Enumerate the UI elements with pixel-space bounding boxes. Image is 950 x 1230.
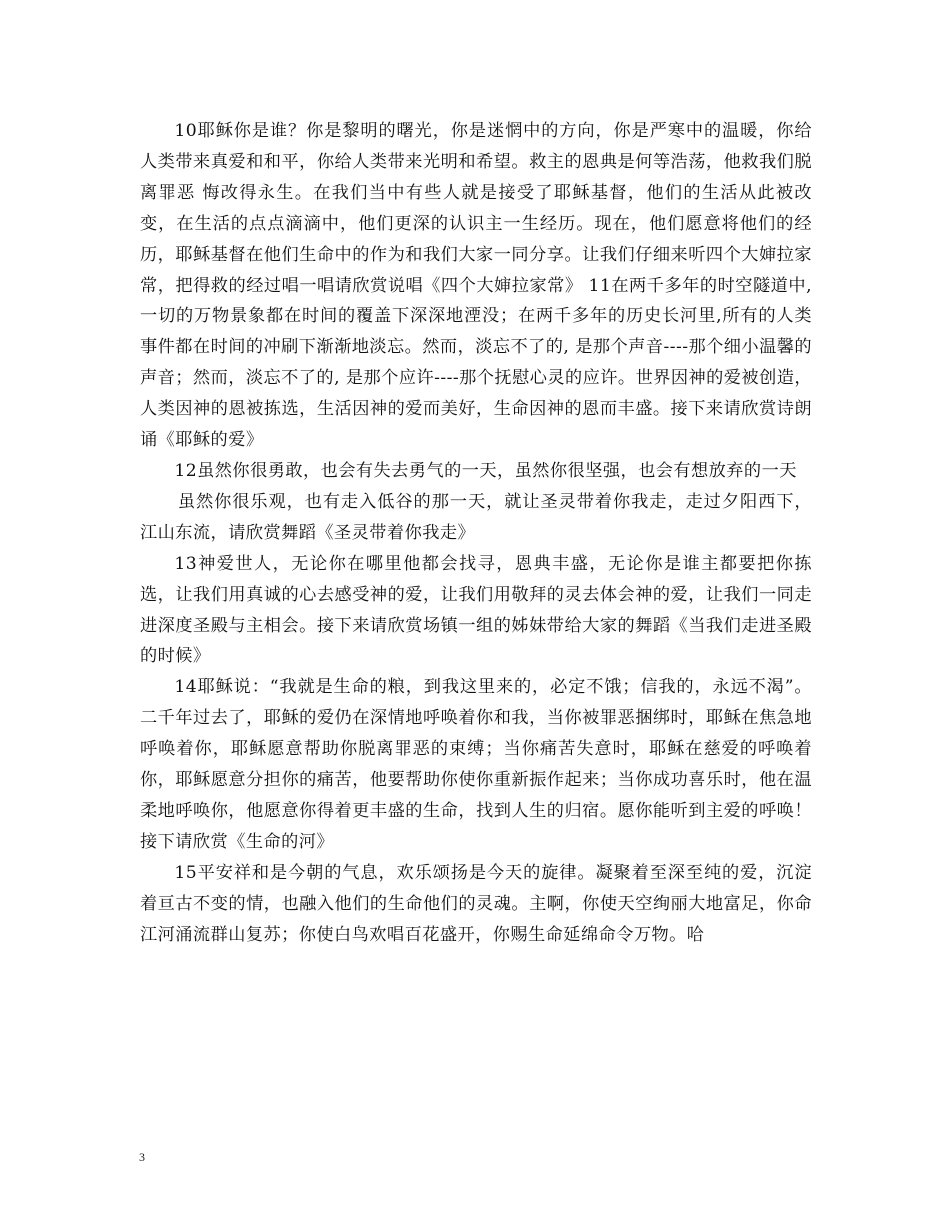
document-body [140, 116, 812, 950]
paragraph-15: 15平安祥和是今朝的气息，欢乐颂扬是今天的旋律。凝聚着至深至纯的爱，沉淀着亘古不变的情，也融入他们的生命他们的灵魂。主啊，你使天空绚丽大地富足，你命江河涌流群山复苏；你使白鸟欢唱百花盛开，你赐生命延绵命令万物。哈 [140, 862, 812, 945]
paragraph-13: 13神爱世人，无论你在哪里他都会找寻，恩典丰盛，无论你是谁主都要把你拣选，让我们用真诚的心去感受神的爱，让我们用敬拜的灵去体会神的爱，让我们一同走进深度圣殿与主相会。接下来请欣赏场镇一组的姊妹带给大家的舞蹈《当我们走进圣殿的时候》 [140, 553, 812, 667]
paragraph-12: 12虽然你很勇敢，也会有失去勇气的一天，虽然你很坚强，也会有想放弃的一天 [174, 460, 797, 481]
paragraph-12-continued: 虽然你很乐观，也有走入低谷的那一天，就让圣灵带着你我走，走过夕阳西下，江山东流，请欣赏舞蹈《圣灵带着你我走》 [140, 491, 812, 543]
paragraph-10-11: 10耶稣你是谁？你是黎明的曙光，你是迷惘中的方向，你是严寒中的温暖，你给人类带来真爱和和平，你给人类带来光明和希望。救主的恩典是何等浩荡，他救我们脱离罪恶 悔改得永生。在我们当中有些人就是接受了耶稣基督，他们的生活从此被改变，在生活的点点滴滴中，他们更深的认识主一生经历。现在，他们愿意将他们的经历，耶稣基督在他们生命中的作为和我们大家一同分享。让我们仔细来听四个大婶拉家常，把得救的经过唱一唱请欣赏说唱《四个大婶拉家常》 11在两千多年的时空隧道中,一切的万物景象都在时间的覆盖下深深地湮没；在两千多年的历史长河里,所有的人类事件都在时间的冲刷下渐渐地淡忘。然而，淡忘不了的, 是那个声音----那个细小温馨的声音；然而，淡忘不了的, 是那个应许----那个抚慰心灵的应许。世界因神的爱被创造，人类因神的恩被拣选，生活因神的爱而美好，生命因神的恩而丰盛。接下来请欣赏诗朗诵《耶稣的爱》 [140, 121, 812, 451]
paragraph-14: 14耶稣说：“我就是生命的粮，到我这里来的，必定不饿；信我的，永远不渴”。二千年过去了，耶稣的爱仍在深情地呼唤着你和我，当你被罪恶捆绑时，耶稣在焦急地呼唤着你，耶稣愿意帮助你脱离罪恶的束缚；当你痛苦失意时，耶稣在慈爱的呼唤着你，耶稣愿意分担你的痛苦，他要帮助你使你重新振作起来；当你成功喜乐时，他在温柔地呼唤你，他愿意你得着更丰盛的生命，找到人生的归宿。愿你能听到主爱的呼唤！接下请欣赏《生命的河》 [140, 677, 812, 852]
page-number: 3 [139, 1150, 145, 1164]
